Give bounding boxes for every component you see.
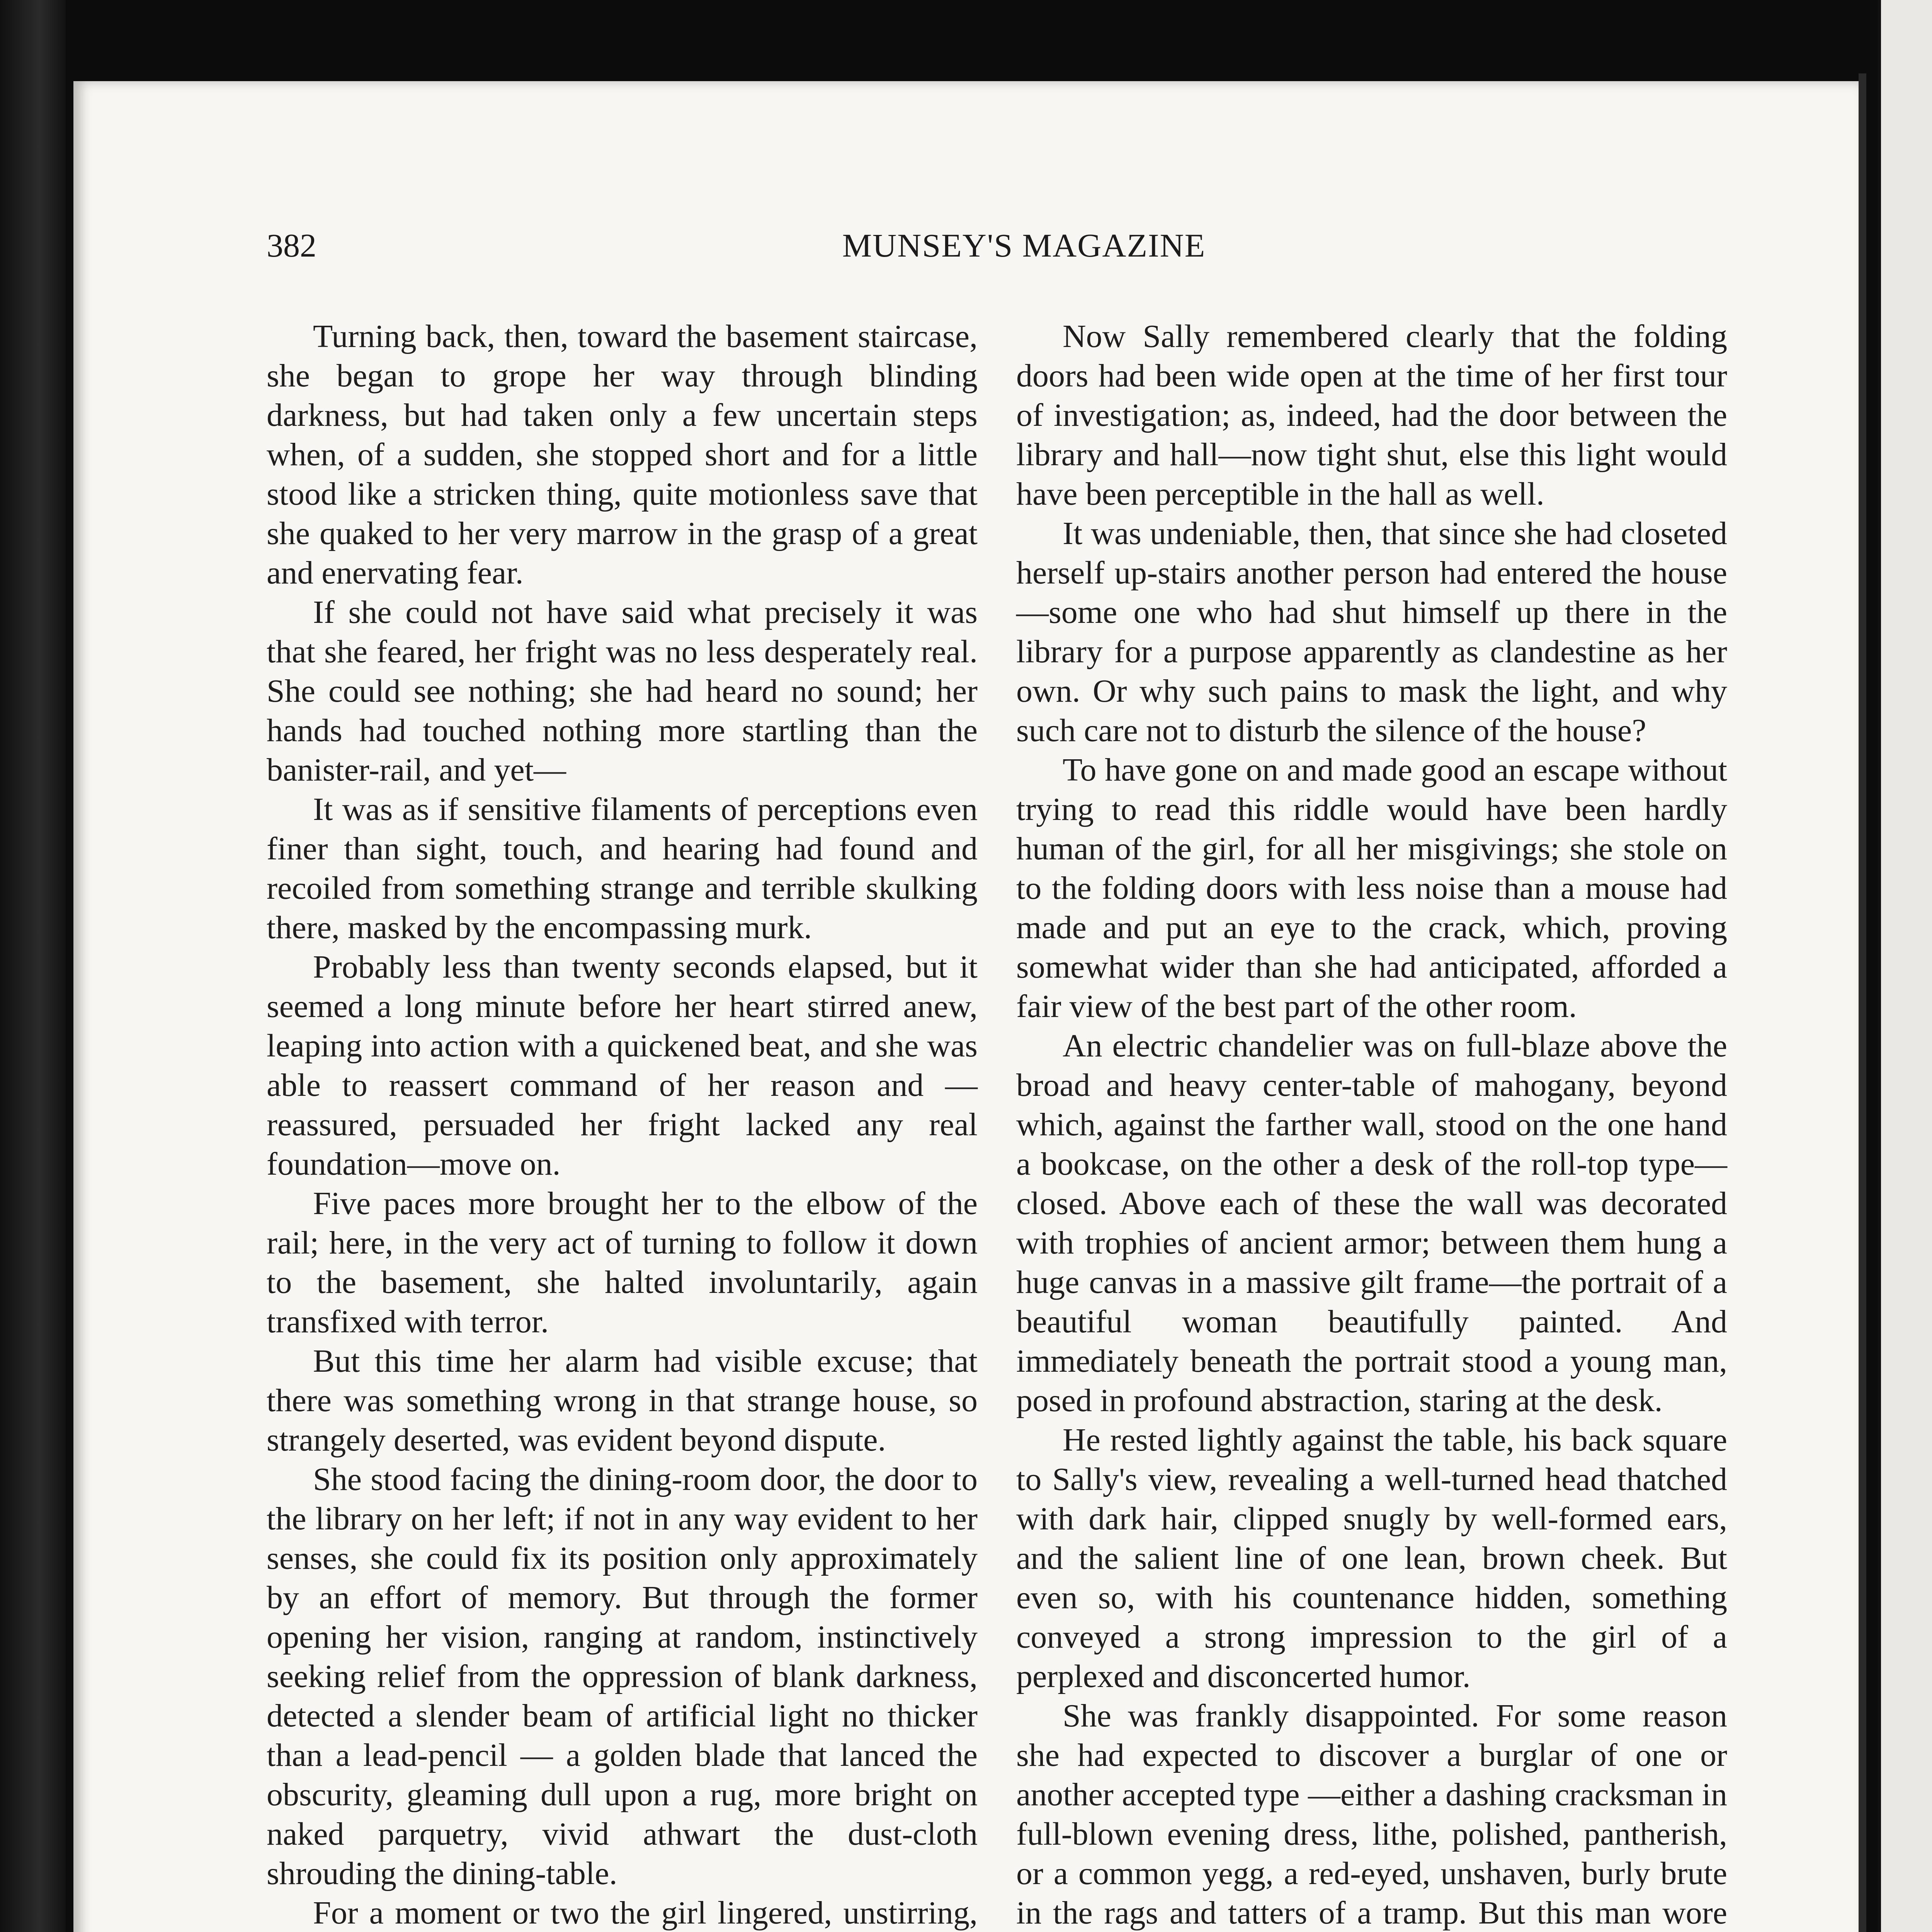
paragraph: An electric chandelier was on full-blaze above the broad and heavy center-table of mahogany, beyond which, against the farther wall, stood on the one hand a bookcase, on the other a desk of the roll-top type—closed. Above each of these the wall was decorated with trophies of ancient armor; between them hung a huge canvas in a massive gilt frame—the portrait of a beautiful woman beautifully painted. And immediately beneath the portrait stood a young man, posed in profound abstraction, staring at the desk. [1016, 1028, 1727, 1418]
paragraph: To have gone on and made good an escape without trying to read this riddle would have been hardly human of the girl, for all her misgivings; she stole on to the folding doors with less noise than a mouse had made and put an eye to the crack, which, proving somewhat wider than she had anticipated, afforded a fair view of the best part of the other room. [1016, 752, 1727, 1024]
right-text-column [1016, 317, 1727, 1932]
paragraph: It was undeniable, then, that since she had closeted herself up-stairs another person had entered the house—some one who had shut himself up there in the library for a purpose apparently as clandestine as her own. Or why such pains to mask the light, and why such care not to disturb the silence of the house? [1016, 515, 1727, 748]
paragraph: She was frankly disappointed. For some reason she had expected to discover a burglar of one or another accepted type —either a dashing cracksman in full-blown evening dress, lithe, polished, pantherish, or a common yegg, a red-eyed, unshaven, burly brute in the rags and tatters of a tramp. But this man wore [1016, 1698, 1727, 1931]
paragraph: She stood facing the dining-room door, the door to the library on her left; if not in any way evident to her senses, she could fix its position only approximately by an effort of memory. But through the former opening her vision, ranging at random, instinctively seeking relief from the oppression of blank darkness, detected a slender beam of artificial light no thicker than a lead-pencil — a golden blade that lanced the obscurity, gleaming dull upon a rug, more bright on naked parquetry, vivid athwart the dust-cloth shrouding the dining-table. [267, 1461, 978, 1891]
paragraph: Probably less than twenty seconds elapsed, but it seemed a long minute before her heart stirred anew, leaping into action with a quickened beat, and she was able to reassert command of her reason and —reassured, persuaded her fright lacked any real foundation—move on. [267, 949, 978, 1182]
paragraph: It was as if sensitive filaments of perceptions even finer than sight, touch, and hearing had found and recoiled from something strange and terrible skulking there, masked by the encompassing murk. [267, 791, 978, 946]
paragraph: He rested lightly against the table, his back square to Sally's view, revealing a well-turned head thatched with dark hair, clipped snugly by well-formed ears, and the salient line of one lean, brown cheek. But even so, with his countenance hidden, something conveyed a strong impression to the girl of a perplexed and disconcerted humor. [1016, 1422, 1727, 1694]
adjacent-page-edge [1878, 0, 1932, 1932]
page-header [267, 226, 1781, 272]
paragraph: Turning back, then, toward the basement staircase, she began to grope her way through blinding darkness, but had taken only a few uncertain steps when, of a sudden, she stopped short and for a little stood like a stricken thing, quite motionless save that she quaked to her very marrow in the grasp of a great and enervating fear. [267, 318, 978, 591]
paragraph: Five paces more brought her to the elbow of the rail; here, in the very act of turning to follow it down to the basement, she halted involuntarily, again transfixed with terror. [267, 1185, 978, 1340]
paragraph: Now Sally remembered clearly that the folding doors had been wide open at the time of her first tour of investigation; as, indeed, had the door between the library and hall—now tight shut, else this light would have been perceptible in the hall as well. [1016, 318, 1727, 512]
paragraph: If she could not have said what precisely it was that she feared, her fright was no less desperately real. She could see nothing; she had heard no sound; her hands had touched nothing more startling than the banister-rail, and yet— [267, 594, 978, 788]
page-number: 382 [267, 227, 316, 264]
running-head: MUNSEY'S MAGAZINE [842, 227, 1206, 264]
left-text-column [267, 317, 978, 1932]
page-gutter-shadow [1859, 73, 1866, 1932]
paragraph: But this time her alarm had visible excuse; that there was something wrong in that strange house, so strangely deserted, was evident beyond dispute. [267, 1343, 978, 1458]
scan-binding-edge [0, 0, 66, 1932]
paragraph: For a moment or two the girl lingered, unstirring, [313, 1895, 978, 1931]
